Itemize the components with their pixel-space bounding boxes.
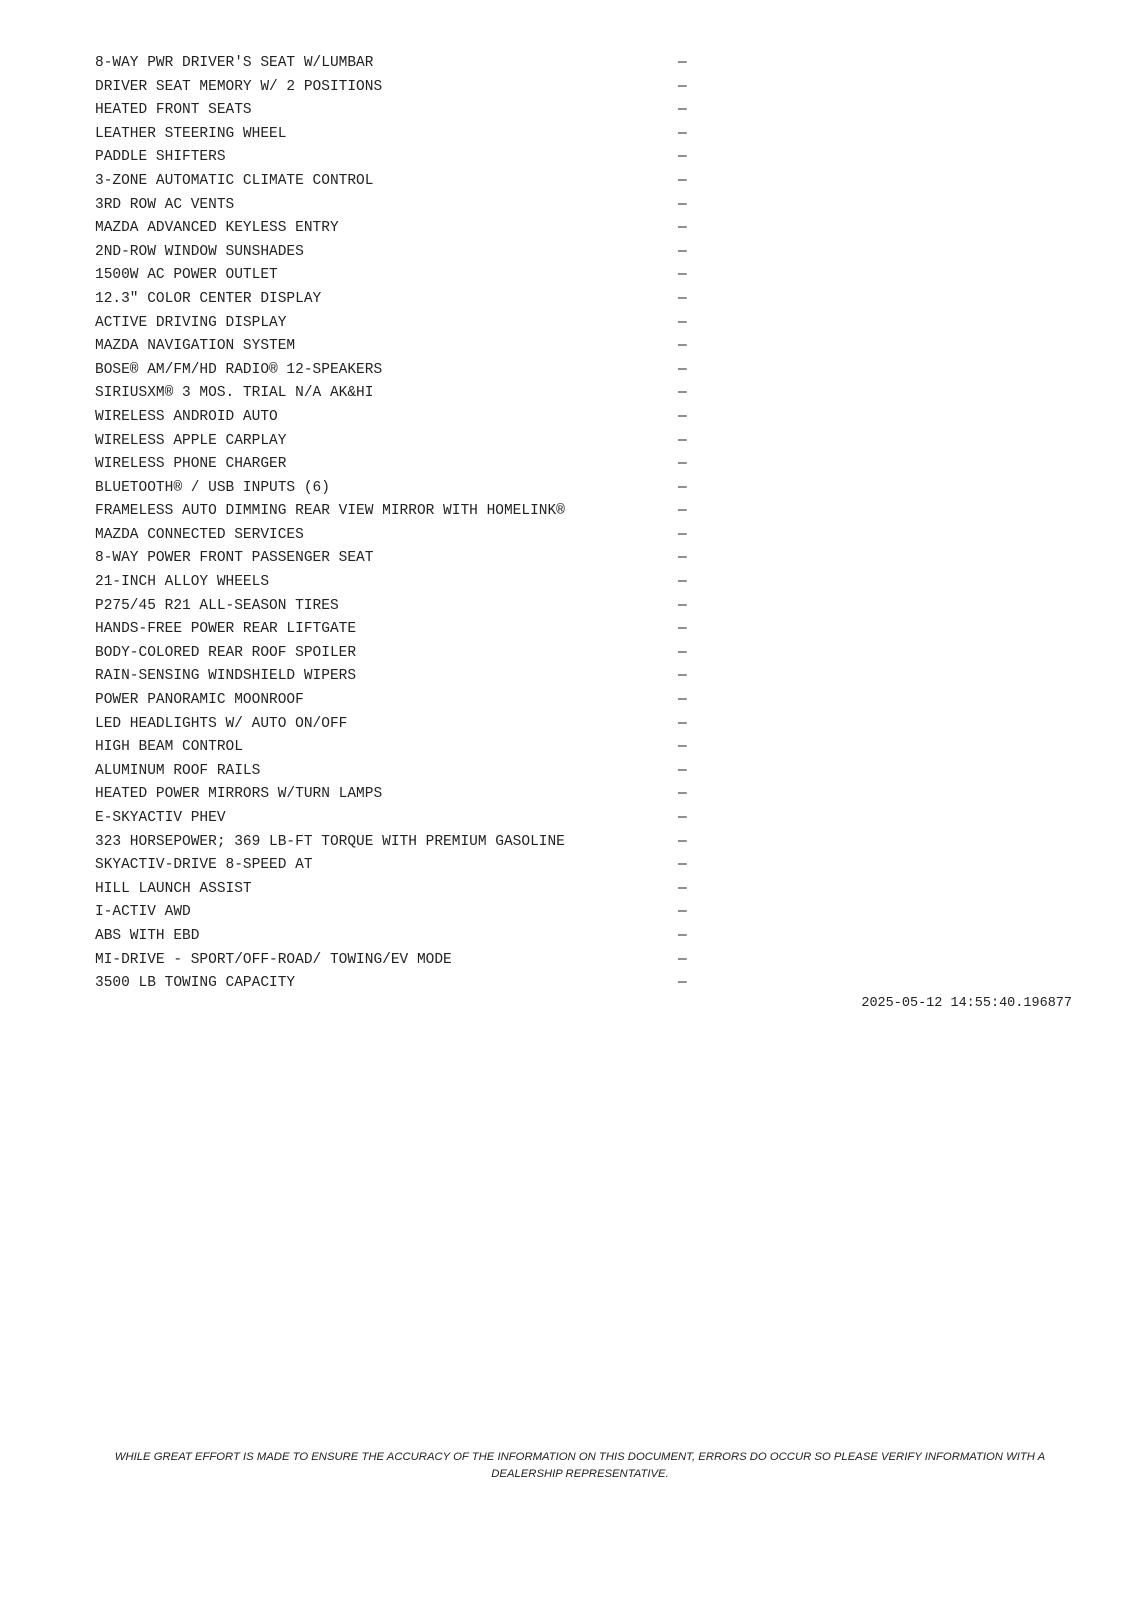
feature-row <box>95 925 695 949</box>
feature-value: — <box>678 456 687 473</box>
feature-value: — <box>678 125 687 142</box>
feature-row <box>95 406 695 430</box>
feature-name: PADDLE SHIFTERS <box>95 149 226 166</box>
feature-value: — <box>678 243 687 260</box>
feature-name: 3-ZONE AUTOMATIC CLIMATE CONTROL <box>95 172 374 189</box>
feature-value: — <box>678 739 687 756</box>
feature-name: ALUMINUM ROOF RAILS <box>95 762 261 779</box>
feature-name: P275/45 R21 ALL-SEASON TIRES <box>95 597 339 614</box>
feature-value: — <box>678 715 687 732</box>
feature-value: — <box>678 338 687 355</box>
feature-row <box>95 689 695 713</box>
feature-value: — <box>678 880 687 897</box>
feature-name: WIRELESS ANDROID AUTO <box>95 408 278 425</box>
feature-value: — <box>678 361 687 378</box>
feature-name: HIGH BEAM CONTROL <box>95 739 243 756</box>
feature-name: MI-DRIVE - SPORT/OFF-ROAD/ TOWING/EV MODE <box>95 951 452 968</box>
feature-list <box>95 52 695 996</box>
feature-name: ABS WITH EBD <box>95 927 200 944</box>
feature-row <box>95 500 695 524</box>
feature-row <box>95 807 695 831</box>
feature-value: — <box>678 904 687 921</box>
feature-row <box>95 547 695 571</box>
feature-name: DRIVER SEAT MEMORY W/ 2 POSITIONS <box>95 78 383 95</box>
feature-name: 8-WAY POWER FRONT PASSENGER SEAT <box>95 550 374 567</box>
feature-name: MAZDA NAVIGATION SYSTEM <box>95 338 296 355</box>
feature-value: — <box>678 479 687 496</box>
feature-row <box>95 335 695 359</box>
feature-name: E-SKYACTIV PHEV <box>95 810 226 826</box>
feature-name: 2ND-ROW WINDOW SUNSHADES <box>95 243 304 260</box>
feature-name: 21-INCH ALLOY WHEELS <box>95 574 270 591</box>
feature-row <box>95 194 695 218</box>
feature-value: — <box>678 78 687 95</box>
feature-value: — <box>678 220 687 237</box>
feature-row <box>95 217 695 241</box>
feature-name: LED HEADLIGHTS W/ AUTO ON/OFF <box>95 715 348 732</box>
feature-name: 3500 LB TOWING CAPACITY <box>95 975 296 992</box>
feature-name: I-ACTIV AWD <box>95 904 191 921</box>
feature-row <box>95 241 695 265</box>
feature-row <box>95 76 695 100</box>
feature-row <box>95 595 695 619</box>
feature-row <box>95 831 695 855</box>
feature-value: — <box>678 762 687 779</box>
feature-name: SKYACTIV-DRIVE 8-SPEED AT <box>95 857 313 874</box>
feature-name: LEATHER STEERING WHEEL <box>95 125 287 142</box>
feature-row <box>95 642 695 666</box>
feature-name: 3RD ROW AC VENTS <box>95 196 235 213</box>
print-timestamp: 2025-05-12 14:55:40.196877 <box>861 996 1072 1011</box>
feature-row <box>95 453 695 477</box>
feature-row <box>95 288 695 312</box>
feature-row <box>95 524 695 548</box>
feature-value: — <box>678 574 687 591</box>
feature-row <box>95 901 695 925</box>
feature-row <box>95 312 695 336</box>
feature-name: 323 HORSEPOWER; 369 LB-FT TORQUE WITH PREMIUM GASOLINE <box>95 833 565 850</box>
feature-name: BLUETOOTH® / USB INPUTS (6) <box>95 479 330 496</box>
feature-name: BOSE® AM/FM/HD RADIO® 12-SPEAKERS <box>95 361 383 378</box>
feature-row <box>95 123 695 147</box>
feature-value: — <box>678 408 687 425</box>
feature-name: HEATED FRONT SEATS <box>95 102 252 119</box>
feature-name: POWER PANORAMIC MOONROOF <box>95 692 304 709</box>
feature-row <box>95 713 695 737</box>
feature-name: WIRELESS APPLE CARPLAY <box>95 432 287 449</box>
feature-value: — <box>678 668 687 685</box>
feature-row <box>95 477 695 501</box>
feature-name: HEATED POWER MIRRORS W/TURN LAMPS <box>95 786 383 803</box>
feature-name: 1500W AC POWER OUTLET <box>95 267 278 284</box>
feature-row <box>95 760 695 784</box>
feature-row <box>95 854 695 878</box>
feature-value: — <box>678 786 687 803</box>
feature-row <box>95 972 695 996</box>
feature-row <box>95 949 695 973</box>
disclaimer-text: WHILE GREAT EFFORT IS MADE TO ENSURE THE ACCURACY OF THE INFORMATION ON THIS DOCUMENT, ERRORS DO OCCUR SO PLEASE VERIFY INFORMATION WITH A DEALERSHIP REPRESENTATIVE. <box>114 1451 1046 1480</box>
feature-value: — <box>678 102 687 119</box>
feature-value: — <box>678 644 687 661</box>
feature-value: — <box>678 975 687 992</box>
feature-row <box>95 382 695 406</box>
feature-name: ACTIVE DRIVING DISPLAY <box>95 314 287 331</box>
feature-value: — <box>678 951 687 968</box>
feature-value: — <box>678 196 687 213</box>
feature-row <box>95 430 695 454</box>
feature-value: — <box>678 597 687 614</box>
feature-value: — <box>678 857 687 874</box>
feature-value: — <box>678 833 687 850</box>
feature-value: — <box>678 526 687 543</box>
feature-value: — <box>678 385 687 402</box>
feature-value: — <box>678 314 687 331</box>
feature-row <box>95 99 695 123</box>
feature-value: — <box>678 267 687 284</box>
feature-value: — <box>678 290 687 307</box>
feature-row <box>95 359 695 383</box>
feature-name: BODY-COLORED REAR ROOF SPOILER <box>95 644 357 661</box>
feature-row <box>95 264 695 288</box>
feature-row <box>95 783 695 807</box>
feature-row <box>95 878 695 902</box>
feature-value: — <box>678 927 687 944</box>
feature-value: — <box>678 432 687 449</box>
feature-value: — <box>678 550 687 567</box>
feature-value: — <box>678 692 687 709</box>
feature-value: — <box>678 503 687 520</box>
feature-value: — <box>678 149 687 166</box>
feature-row <box>95 146 695 170</box>
feature-name: FRAMELESS AUTO DIMMING REAR VIEW MIRROR WITH HOMELINK® <box>95 503 565 520</box>
feature-name: 8-WAY PWR DRIVER'S SEAT W/LUMBAR <box>95 55 374 71</box>
feature-name: HANDS-FREE POWER REAR LIFTGATE <box>95 621 357 638</box>
feature-value: — <box>678 172 687 189</box>
feature-row <box>95 736 695 760</box>
feature-name: 12.3" COLOR CENTER DISPLAY <box>95 290 322 307</box>
feature-name: MAZDA CONNECTED SERVICES <box>95 526 304 543</box>
feature-value: — <box>678 55 687 71</box>
feature-row <box>95 665 695 689</box>
feature-name: RAIN-SENSING WINDSHIELD WIPERS <box>95 668 357 685</box>
feature-name: HILL LAUNCH ASSIST <box>95 880 252 897</box>
feature-row <box>95 170 695 194</box>
feature-value: — <box>678 621 687 638</box>
feature-name: MAZDA ADVANCED KEYLESS ENTRY <box>95 220 339 237</box>
feature-name: SIRIUSXM® 3 MOS. TRIAL N/A AK&HI <box>95 385 374 402</box>
feature-value: — <box>678 810 687 826</box>
feature-name: WIRELESS PHONE CHARGER <box>95 456 287 473</box>
feature-row <box>95 618 695 642</box>
feature-row <box>95 571 695 595</box>
feature-row <box>95 52 695 76</box>
